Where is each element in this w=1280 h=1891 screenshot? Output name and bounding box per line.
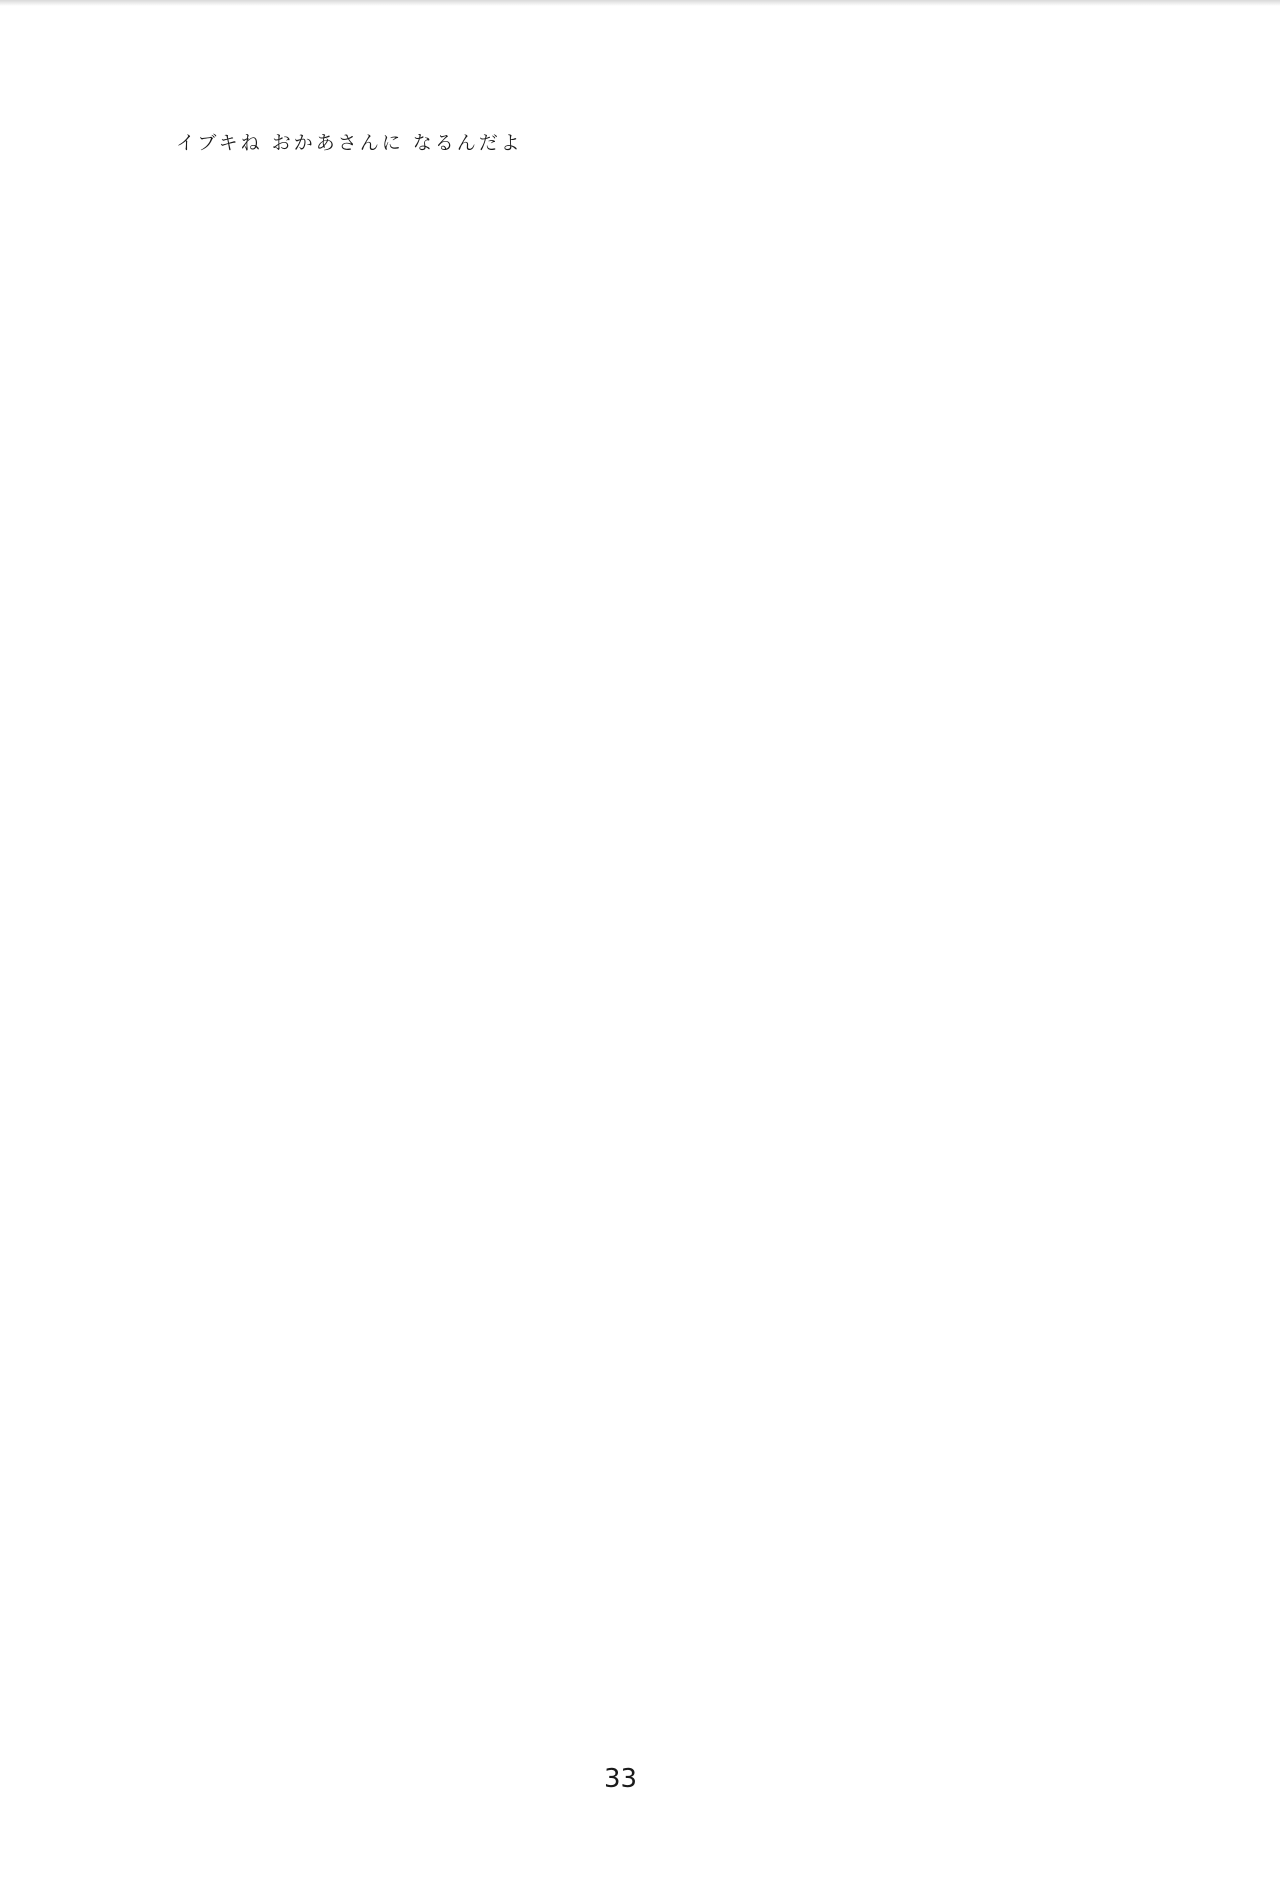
page-edge — [0, 0, 1280, 6]
lower-tier-text — [170, 990, 1150, 1590]
page-number: 33 — [604, 1764, 638, 1794]
upper-tier-text — [170, 212, 1150, 962]
running-header: イブキね おかあさんに なるんだよ — [176, 132, 523, 154]
